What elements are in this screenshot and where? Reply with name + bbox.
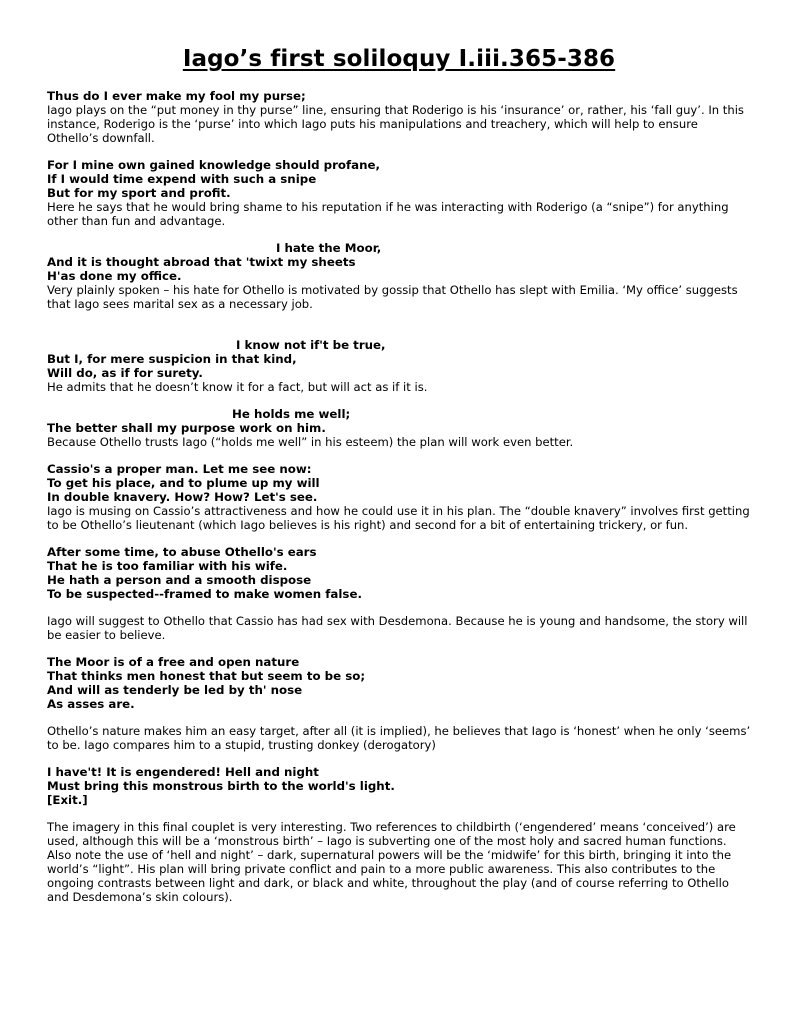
- verse-line: For I mine own gained knowledge should profane,: [47, 158, 381, 172]
- blank-line: [47, 324, 751, 338]
- verse-line: As asses are.: [47, 697, 135, 711]
- verse-line: That thinks men honest that but seem to be so;: [47, 669, 366, 683]
- commentary: Very plainly spoken – his hate for Othello is motivated by gossip that Othello has slept with Emilia. ‘My office’ suggests that Iago sees marital sex as a necessary job.: [47, 283, 738, 311]
- soliloquy-section: [47, 462, 751, 532]
- verse-line: Must bring this monstrous birth to the world's light.: [47, 779, 395, 793]
- commentary: Here he says that he would bring shame to his reputation if he was interacting with Roderigo (a “snipe”) for anything other than fun and advantage.: [47, 200, 729, 228]
- commentary: Othello’s nature makes him an easy target, after all (it is implied), he believes that Iago is ‘honest’ when he only ‘seems’ to be. Iago compares him to a stupid, trusting donkey (derogatory): [47, 724, 751, 752]
- verse-line: I have't! It is engendered! Hell and night: [47, 765, 319, 779]
- verse-line: He holds me well;: [232, 407, 351, 421]
- soliloquy-section: [47, 407, 751, 449]
- commentary: Because Othello trusts Iago (“holds me well” in his esteem) the plan will work even better.: [47, 435, 574, 449]
- verse-line: After some time, to abuse Othello's ears: [47, 545, 317, 559]
- soliloquy-section: [47, 765, 751, 904]
- soliloquy-section: [47, 338, 751, 394]
- verse-line: [Exit.]: [47, 793, 88, 807]
- verse-line: And will as tenderly be led by th' nose: [47, 683, 303, 697]
- verse-line: But for my sport and profit.: [47, 186, 231, 200]
- verse-line: And it is thought abroad that 'twixt my sheets: [47, 255, 356, 269]
- soliloquy-section: [47, 89, 751, 145]
- verse-line: To be suspected--framed to make women false.: [47, 587, 362, 601]
- verse-line: But I, for mere suspicion in that kind,: [47, 352, 297, 366]
- verse-line: To get his place, and to plume up my will: [47, 476, 320, 490]
- commentary: Iago will suggest to Othello that Cassio has had sex with Desdemona. Because he is young and handsome, the story will be easier to believe.: [47, 614, 748, 642]
- verse-line: Will do, as if for surety.: [47, 366, 203, 380]
- page-title: Iago’s first soliloquy I.iii.365-386: [182, 46, 616, 72]
- verse-line: Thus do I ever make my fool my purse;: [47, 89, 306, 103]
- soliloquy-section: [47, 158, 751, 228]
- verse-line: Cassio's a proper man. Let me see now:: [47, 462, 312, 476]
- verse-line: The Moor is of a free and open nature: [47, 655, 300, 669]
- verse-line: The better shall my purpose work on him.: [47, 421, 326, 435]
- commentary: Iago plays on the “put money in thy purse” line, ensuring that Roderigo is his ‘insurance’ or, rather, his ‘fall guy’. In this instance, Roderigo is the ‘purse’ into which Iago puts his manipulations and treachery, which will help to ensure Othello’s downfall.: [47, 103, 744, 145]
- verse-line: I know not if't be true,: [236, 338, 386, 352]
- verse-line: I hate the Moor,: [276, 241, 382, 255]
- verse-line: That he is too familiar with his wife.: [47, 559, 288, 573]
- verse-line: He hath a person and a smooth dispose: [47, 573, 312, 587]
- soliloquy-section: [47, 545, 751, 642]
- verse-line: If I would time expend with such a snipe: [47, 172, 317, 186]
- soliloquy-section: [47, 655, 751, 752]
- verse-line: In double knavery. How? How? Let's see.: [47, 490, 318, 504]
- commentary: The imagery in this final couplet is very interesting. Two references to childbirth (‘engendered’ means ‘conceived’) are used, although this will be a ‘monstrous birth’ – Iago is subverting one of the most holy and sacred human functions. Also note the use of ‘hell and night’ – dark, supernatural powers will be the ‘midwife’ for this birth, bringing it into the world’s “light”. His plan will bring private conflict and pain to a more public awareness. This also contributes to the ongoing contrasts between light and dark, or black and white, throughout the play (and of course referring to Othello and Desdemona’s skin colours).: [47, 820, 736, 904]
- soliloquy-section: [47, 241, 751, 311]
- commentary: He admits that he doesn’t know it for a fact, but will act as if it is.: [47, 380, 428, 394]
- verse-line: H'as done my office.: [47, 269, 182, 283]
- commentary: Iago is musing on Cassio’s attractiveness and how he could use it in his plan. The “double knavery” involves first getting to be Othello’s lieutenant (which Iago believes is his right) and second for a bit of entertaining trickery, or fun.: [47, 504, 750, 532]
